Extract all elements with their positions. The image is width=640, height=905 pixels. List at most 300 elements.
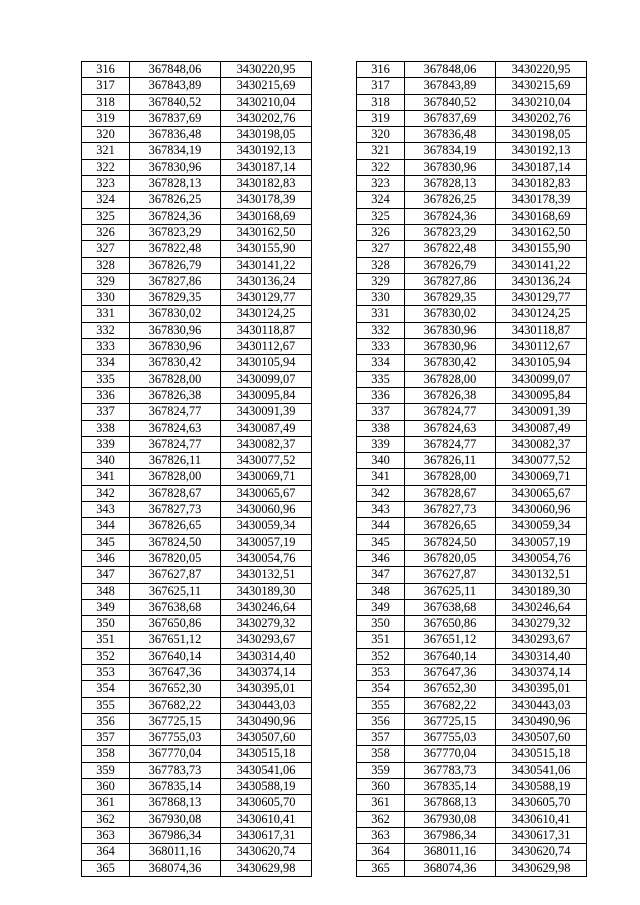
- column-gap: [312, 62, 357, 78]
- right-point-number-cell: 362: [357, 811, 405, 827]
- column-gap: [312, 697, 357, 713]
- column-gap: [312, 273, 357, 289]
- right-x-coordinate-cell: 367830,96: [405, 339, 496, 355]
- right-point-number-cell: 347: [357, 567, 405, 583]
- left-y-coordinate-cell: 3430095,84: [221, 387, 312, 403]
- left-y-coordinate-cell: 3430141,22: [221, 257, 312, 273]
- right-y-coordinate-cell: 3430629,98: [496, 860, 587, 876]
- right-x-coordinate-cell: 367830,02: [405, 306, 496, 322]
- column-gap: [312, 713, 357, 729]
- right-point-number-cell: 321: [357, 143, 405, 159]
- table-row: [82, 339, 587, 355]
- left-x-coordinate-cell: 367986,34: [130, 827, 221, 843]
- left-point-number-cell: 329: [82, 273, 130, 289]
- column-gap: [312, 844, 357, 860]
- table-row: [82, 746, 587, 762]
- table-row: [82, 176, 587, 192]
- table-row: [82, 583, 587, 599]
- left-y-coordinate-cell: 3430112,67: [221, 339, 312, 355]
- table-row: [82, 697, 587, 713]
- left-point-number-cell: 336: [82, 387, 130, 403]
- table-row: [82, 306, 587, 322]
- left-y-coordinate-cell: 3430507,60: [221, 730, 312, 746]
- left-point-number-cell: 322: [82, 159, 130, 175]
- column-gap: [312, 224, 357, 240]
- table-row: [82, 550, 587, 566]
- right-point-number-cell: 327: [357, 241, 405, 257]
- right-y-coordinate-cell: 3430374,14: [496, 664, 587, 680]
- left-x-coordinate-cell: 367824,63: [130, 420, 221, 436]
- left-x-coordinate-cell: 367828,67: [130, 485, 221, 501]
- right-point-number-cell: 332: [357, 322, 405, 338]
- right-x-coordinate-cell: 367848,06: [405, 62, 496, 78]
- right-point-number-cell: 354: [357, 681, 405, 697]
- left-point-number-cell: 358: [82, 746, 130, 762]
- right-y-coordinate-cell: 3430099,07: [496, 371, 587, 387]
- left-x-coordinate-cell: 367783,73: [130, 762, 221, 778]
- left-point-number-cell: 354: [82, 681, 130, 697]
- left-x-coordinate-cell: 368074,36: [130, 860, 221, 876]
- left-x-coordinate-cell: 367840,52: [130, 94, 221, 110]
- left-x-coordinate-cell: 367826,79: [130, 257, 221, 273]
- right-x-coordinate-cell: 367824,36: [405, 208, 496, 224]
- column-gap: [312, 811, 357, 827]
- column-gap: [312, 420, 357, 436]
- column-gap: [312, 355, 357, 371]
- left-y-coordinate-cell: 3430490,96: [221, 713, 312, 729]
- right-y-coordinate-cell: 3430395,01: [496, 681, 587, 697]
- right-y-coordinate-cell: 3430060,96: [496, 502, 587, 518]
- table-row: [82, 192, 587, 208]
- right-x-coordinate-cell: 367823,29: [405, 224, 496, 240]
- column-gap: [312, 110, 357, 126]
- right-y-coordinate-cell: 3430620,74: [496, 844, 587, 860]
- right-x-coordinate-cell: 367640,14: [405, 648, 496, 664]
- right-point-number-cell: 346: [357, 550, 405, 566]
- right-y-coordinate-cell: 3430210,04: [496, 94, 587, 110]
- right-x-coordinate-cell: 367638,68: [405, 599, 496, 615]
- left-point-number-cell: 335: [82, 371, 130, 387]
- left-x-coordinate-cell: 367824,77: [130, 404, 221, 420]
- left-point-number-cell: 334: [82, 355, 130, 371]
- left-point-number-cell: 364: [82, 844, 130, 860]
- right-point-number-cell: 333: [357, 339, 405, 355]
- left-x-coordinate-cell: 368011,16: [130, 844, 221, 860]
- left-x-coordinate-cell: 367826,38: [130, 387, 221, 403]
- right-x-coordinate-cell: 367830,96: [405, 322, 496, 338]
- left-point-number-cell: 331: [82, 306, 130, 322]
- left-point-number-cell: 343: [82, 502, 130, 518]
- table-row: [82, 844, 587, 860]
- table-row: [82, 616, 587, 632]
- left-y-coordinate-cell: 3430162,50: [221, 224, 312, 240]
- left-x-coordinate-cell: 367650,86: [130, 616, 221, 632]
- table-row: [82, 860, 587, 876]
- table-row: [82, 567, 587, 583]
- column-gap: [312, 436, 357, 452]
- left-y-coordinate-cell: 3430395,01: [221, 681, 312, 697]
- left-y-coordinate-cell: 3430220,95: [221, 62, 312, 78]
- table-row: [82, 290, 587, 306]
- column-gap: [312, 583, 357, 599]
- left-x-coordinate-cell: 367836,48: [130, 127, 221, 143]
- right-y-coordinate-cell: 3430082,37: [496, 436, 587, 452]
- left-y-coordinate-cell: 3430610,41: [221, 811, 312, 827]
- left-y-coordinate-cell: 3430541,06: [221, 762, 312, 778]
- right-y-coordinate-cell: 3430617,31: [496, 827, 587, 843]
- left-y-coordinate-cell: 3430210,04: [221, 94, 312, 110]
- left-point-number-cell: 330: [82, 290, 130, 306]
- left-point-number-cell: 327: [82, 241, 130, 257]
- column-gap: [312, 648, 357, 664]
- right-point-number-cell: 340: [357, 453, 405, 469]
- column-gap: [312, 290, 357, 306]
- table-row: [82, 94, 587, 110]
- left-x-coordinate-cell: 367640,14: [130, 648, 221, 664]
- right-x-coordinate-cell: 367837,69: [405, 110, 496, 126]
- left-y-coordinate-cell: 3430168,69: [221, 208, 312, 224]
- column-gap: [312, 143, 357, 159]
- column-gap: [312, 616, 357, 632]
- right-x-coordinate-cell: 367835,14: [405, 779, 496, 795]
- right-point-number-cell: 352: [357, 648, 405, 664]
- table-row: [82, 713, 587, 729]
- right-point-number-cell: 345: [357, 534, 405, 550]
- right-x-coordinate-cell: 367824,77: [405, 436, 496, 452]
- left-point-number-cell: 348: [82, 583, 130, 599]
- right-y-coordinate-cell: 3430215,69: [496, 78, 587, 94]
- left-x-coordinate-cell: 367820,05: [130, 550, 221, 566]
- column-gap: [312, 94, 357, 110]
- left-point-number-cell: 347: [82, 567, 130, 583]
- table-row: [82, 355, 587, 371]
- right-point-number-cell: 360: [357, 779, 405, 795]
- column-gap: [312, 176, 357, 192]
- left-point-number-cell: 355: [82, 697, 130, 713]
- left-x-coordinate-cell: 367868,13: [130, 795, 221, 811]
- left-point-number-cell: 338: [82, 420, 130, 436]
- table-row: [82, 485, 587, 501]
- right-y-coordinate-cell: 3430141,22: [496, 257, 587, 273]
- right-y-coordinate-cell: 3430541,06: [496, 762, 587, 778]
- column-gap: [312, 208, 357, 224]
- column-gap: [312, 730, 357, 746]
- column-gap: [312, 339, 357, 355]
- right-y-coordinate-cell: 3430054,76: [496, 550, 587, 566]
- right-x-coordinate-cell: 367930,08: [405, 811, 496, 827]
- left-point-number-cell: 365: [82, 860, 130, 876]
- right-point-number-cell: 330: [357, 290, 405, 306]
- right-y-coordinate-cell: 3430443,03: [496, 697, 587, 713]
- left-point-number-cell: 337: [82, 404, 130, 420]
- right-point-number-cell: 318: [357, 94, 405, 110]
- left-x-coordinate-cell: 367652,30: [130, 681, 221, 697]
- right-x-coordinate-cell: 367827,86: [405, 273, 496, 289]
- table-row: [82, 681, 587, 697]
- table-row: [82, 827, 587, 843]
- table-row: [82, 387, 587, 403]
- left-x-coordinate-cell: 367725,15: [130, 713, 221, 729]
- right-x-coordinate-cell: 367829,35: [405, 290, 496, 306]
- left-y-coordinate-cell: 3430124,25: [221, 306, 312, 322]
- table-row: [82, 143, 587, 159]
- left-y-coordinate-cell: 3430215,69: [221, 78, 312, 94]
- left-y-coordinate-cell: 3430293,67: [221, 632, 312, 648]
- left-y-coordinate-cell: 3430182,83: [221, 176, 312, 192]
- left-y-coordinate-cell: 3430279,32: [221, 616, 312, 632]
- right-point-number-cell: 337: [357, 404, 405, 420]
- left-x-coordinate-cell: 367829,35: [130, 290, 221, 306]
- left-y-coordinate-cell: 3430082,37: [221, 436, 312, 452]
- left-x-coordinate-cell: 367770,04: [130, 746, 221, 762]
- right-point-number-cell: 355: [357, 697, 405, 713]
- right-x-coordinate-cell: 367682,22: [405, 697, 496, 713]
- left-point-number-cell: 317: [82, 78, 130, 94]
- right-point-number-cell: 331: [357, 306, 405, 322]
- left-x-coordinate-cell: 367848,06: [130, 62, 221, 78]
- table-row: [82, 779, 587, 795]
- right-point-number-cell: 319: [357, 110, 405, 126]
- left-y-coordinate-cell: 3430198,05: [221, 127, 312, 143]
- left-point-number-cell: 357: [82, 730, 130, 746]
- left-y-coordinate-cell: 3430620,74: [221, 844, 312, 860]
- left-y-coordinate-cell: 3430087,49: [221, 420, 312, 436]
- right-y-coordinate-cell: 3430605,70: [496, 795, 587, 811]
- table-row: [82, 208, 587, 224]
- column-gap: [312, 681, 357, 697]
- left-y-coordinate-cell: 3430132,51: [221, 567, 312, 583]
- left-x-coordinate-cell: 367824,36: [130, 208, 221, 224]
- left-point-number-cell: 344: [82, 518, 130, 534]
- right-x-coordinate-cell: 367783,73: [405, 762, 496, 778]
- right-point-number-cell: 343: [357, 502, 405, 518]
- right-x-coordinate-cell: 367824,77: [405, 404, 496, 420]
- right-point-number-cell: 356: [357, 713, 405, 729]
- left-y-coordinate-cell: 3430057,19: [221, 534, 312, 550]
- left-y-coordinate-cell: 3430077,52: [221, 453, 312, 469]
- table-row: [82, 730, 587, 746]
- right-x-coordinate-cell: 367822,48: [405, 241, 496, 257]
- right-x-coordinate-cell: 367725,15: [405, 713, 496, 729]
- left-y-coordinate-cell: 3430118,87: [221, 322, 312, 338]
- left-y-coordinate-cell: 3430155,90: [221, 241, 312, 257]
- right-y-coordinate-cell: 3430077,52: [496, 453, 587, 469]
- right-x-coordinate-cell: 367828,00: [405, 469, 496, 485]
- table-row: [82, 110, 587, 126]
- right-x-coordinate-cell: 367830,42: [405, 355, 496, 371]
- right-point-number-cell: 323: [357, 176, 405, 192]
- left-point-number-cell: 339: [82, 436, 130, 452]
- right-y-coordinate-cell: 3430129,77: [496, 290, 587, 306]
- table-row: [82, 469, 587, 485]
- table-row: [82, 62, 587, 78]
- left-x-coordinate-cell: 367837,69: [130, 110, 221, 126]
- right-point-number-cell: 363: [357, 827, 405, 843]
- right-point-number-cell: 344: [357, 518, 405, 534]
- right-y-coordinate-cell: 3430057,19: [496, 534, 587, 550]
- table-row: [82, 371, 587, 387]
- right-x-coordinate-cell: 367820,05: [405, 550, 496, 566]
- coordinate-table: [81, 61, 587, 877]
- left-y-coordinate-cell: 3430059,34: [221, 518, 312, 534]
- left-x-coordinate-cell: 367830,96: [130, 322, 221, 338]
- left-point-number-cell: 318: [82, 94, 130, 110]
- right-point-number-cell: 339: [357, 436, 405, 452]
- column-gap: [312, 550, 357, 566]
- right-x-coordinate-cell: 368074,36: [405, 860, 496, 876]
- right-point-number-cell: 324: [357, 192, 405, 208]
- right-y-coordinate-cell: 3430189,30: [496, 583, 587, 599]
- table-row: [82, 436, 587, 452]
- left-point-number-cell: 346: [82, 550, 130, 566]
- right-y-coordinate-cell: 3430091,39: [496, 404, 587, 420]
- left-y-coordinate-cell: 3430187,14: [221, 159, 312, 175]
- left-point-number-cell: 360: [82, 779, 130, 795]
- table-row: [82, 762, 587, 778]
- left-x-coordinate-cell: 367830,96: [130, 339, 221, 355]
- column-gap: [312, 159, 357, 175]
- right-y-coordinate-cell: 3430105,94: [496, 355, 587, 371]
- left-y-coordinate-cell: 3430629,98: [221, 860, 312, 876]
- left-point-number-cell: 323: [82, 176, 130, 192]
- right-y-coordinate-cell: 3430610,41: [496, 811, 587, 827]
- right-point-number-cell: 365: [357, 860, 405, 876]
- right-point-number-cell: 361: [357, 795, 405, 811]
- left-point-number-cell: 316: [82, 62, 130, 78]
- left-point-number-cell: 352: [82, 648, 130, 664]
- table-row: [82, 127, 587, 143]
- left-x-coordinate-cell: 367834,19: [130, 143, 221, 159]
- right-y-coordinate-cell: 3430507,60: [496, 730, 587, 746]
- table-row: [82, 648, 587, 664]
- left-y-coordinate-cell: 3430099,07: [221, 371, 312, 387]
- left-point-number-cell: 324: [82, 192, 130, 208]
- table-row: [82, 404, 587, 420]
- left-point-number-cell: 340: [82, 453, 130, 469]
- left-x-coordinate-cell: 367625,11: [130, 583, 221, 599]
- left-x-coordinate-cell: 367843,89: [130, 78, 221, 94]
- left-x-coordinate-cell: 367826,25: [130, 192, 221, 208]
- left-y-coordinate-cell: 3430192,13: [221, 143, 312, 159]
- column-gap: [312, 453, 357, 469]
- table-row: [82, 224, 587, 240]
- right-point-number-cell: 358: [357, 746, 405, 762]
- left-y-coordinate-cell: 3430060,96: [221, 502, 312, 518]
- column-gap: [312, 78, 357, 94]
- left-point-number-cell: 359: [82, 762, 130, 778]
- right-x-coordinate-cell: 367650,86: [405, 616, 496, 632]
- table-row: [82, 811, 587, 827]
- right-point-number-cell: 328: [357, 257, 405, 273]
- left-y-coordinate-cell: 3430443,03: [221, 697, 312, 713]
- right-point-number-cell: 353: [357, 664, 405, 680]
- column-gap: [312, 257, 357, 273]
- table-row: [82, 420, 587, 436]
- right-x-coordinate-cell: 367828,67: [405, 485, 496, 501]
- right-x-coordinate-cell: 367986,34: [405, 827, 496, 843]
- left-point-number-cell: 350: [82, 616, 130, 632]
- left-x-coordinate-cell: 367827,86: [130, 273, 221, 289]
- right-point-number-cell: 322: [357, 159, 405, 175]
- column-gap: [312, 632, 357, 648]
- column-gap: [312, 127, 357, 143]
- column-gap: [312, 241, 357, 257]
- table-row: [82, 257, 587, 273]
- left-y-coordinate-cell: 3430374,14: [221, 664, 312, 680]
- column-gap: [312, 779, 357, 795]
- column-gap: [312, 518, 357, 534]
- column-gap: [312, 599, 357, 615]
- right-x-coordinate-cell: 367647,36: [405, 664, 496, 680]
- right-x-coordinate-cell: 367770,04: [405, 746, 496, 762]
- table-row: [82, 78, 587, 94]
- right-y-coordinate-cell: 3430515,18: [496, 746, 587, 762]
- left-x-coordinate-cell: 367830,42: [130, 355, 221, 371]
- table-row: [82, 322, 587, 338]
- left-y-coordinate-cell: 3430605,70: [221, 795, 312, 811]
- left-point-number-cell: 319: [82, 110, 130, 126]
- right-point-number-cell: 336: [357, 387, 405, 403]
- left-y-coordinate-cell: 3430178,39: [221, 192, 312, 208]
- left-x-coordinate-cell: 367823,29: [130, 224, 221, 240]
- right-point-number-cell: 341: [357, 469, 405, 485]
- table-row: [82, 241, 587, 257]
- left-x-coordinate-cell: 367824,50: [130, 534, 221, 550]
- right-x-coordinate-cell: 367755,03: [405, 730, 496, 746]
- left-point-number-cell: 342: [82, 485, 130, 501]
- right-y-coordinate-cell: 3430065,67: [496, 485, 587, 501]
- column-gap: [312, 502, 357, 518]
- right-y-coordinate-cell: 3430136,24: [496, 273, 587, 289]
- right-point-number-cell: 348: [357, 583, 405, 599]
- left-point-number-cell: 321: [82, 143, 130, 159]
- right-point-number-cell: 316: [357, 62, 405, 78]
- right-y-coordinate-cell: 3430588,19: [496, 779, 587, 795]
- left-y-coordinate-cell: 3430054,76: [221, 550, 312, 566]
- column-gap: [312, 404, 357, 420]
- left-x-coordinate-cell: 367826,11: [130, 453, 221, 469]
- right-x-coordinate-cell: 367826,65: [405, 518, 496, 534]
- left-x-coordinate-cell: 367651,12: [130, 632, 221, 648]
- right-point-number-cell: 338: [357, 420, 405, 436]
- left-y-coordinate-cell: 3430136,24: [221, 273, 312, 289]
- right-point-number-cell: 334: [357, 355, 405, 371]
- left-point-number-cell: 326: [82, 224, 130, 240]
- left-y-coordinate-cell: 3430202,76: [221, 110, 312, 126]
- right-x-coordinate-cell: 367627,87: [405, 567, 496, 583]
- right-y-coordinate-cell: 3430192,13: [496, 143, 587, 159]
- right-point-number-cell: 359: [357, 762, 405, 778]
- right-x-coordinate-cell: 367826,38: [405, 387, 496, 403]
- right-x-coordinate-cell: 367868,13: [405, 795, 496, 811]
- left-y-coordinate-cell: 3430515,18: [221, 746, 312, 762]
- right-y-coordinate-cell: 3430220,95: [496, 62, 587, 78]
- left-y-coordinate-cell: 3430105,94: [221, 355, 312, 371]
- left-x-coordinate-cell: 367647,36: [130, 664, 221, 680]
- column-gap: [312, 746, 357, 762]
- coordinate-table-body: [82, 62, 587, 877]
- column-gap: [312, 306, 357, 322]
- right-x-coordinate-cell: 367834,19: [405, 143, 496, 159]
- right-y-coordinate-cell: 3430187,14: [496, 159, 587, 175]
- right-x-coordinate-cell: 367826,11: [405, 453, 496, 469]
- column-gap: [312, 664, 357, 680]
- left-y-coordinate-cell: 3430617,31: [221, 827, 312, 843]
- column-gap: [312, 567, 357, 583]
- right-y-coordinate-cell: 3430162,50: [496, 224, 587, 240]
- right-x-coordinate-cell: 367836,48: [405, 127, 496, 143]
- right-point-number-cell: 317: [357, 78, 405, 94]
